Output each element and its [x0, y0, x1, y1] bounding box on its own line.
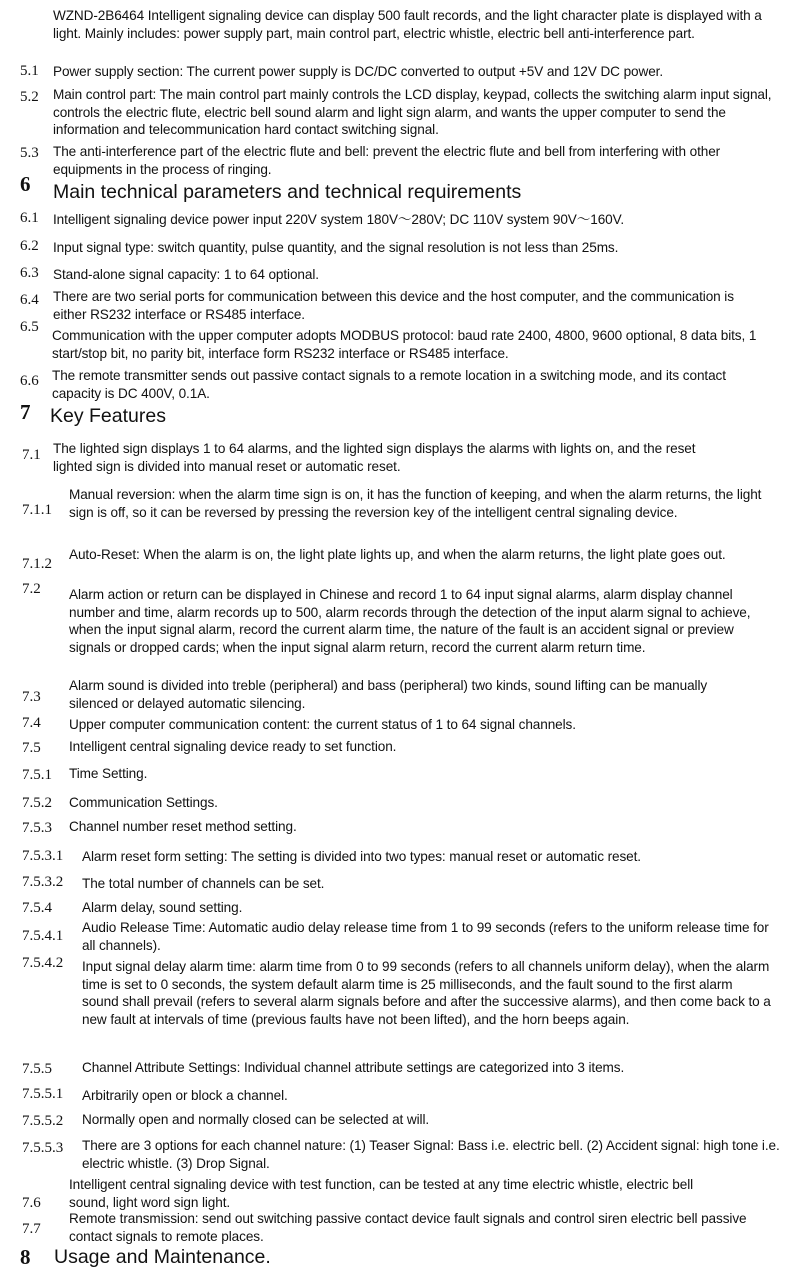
section-7-1-number: 7.1 — [22, 447, 41, 463]
section-7-5-4-text: Alarm delay, sound setting. — [82, 900, 243, 915]
section-7-6-number: 7.6 — [22, 1195, 41, 1211]
section-5-3-text: The anti-interference part of the electric flute and bell: prevent the electric flute and bell from interfering with other equipments in the process of ringing. — [53, 144, 721, 177]
section-7-5-5-1-text: Arbitrarily open or block a channel. — [82, 1088, 288, 1103]
section-6-3-number: 6.3 — [20, 265, 39, 281]
section-6-4-text: There are two serial ports for communication between this device and the host computer, and the communication is either RS232 interface or RS485 interface. — [53, 289, 734, 322]
section-7-4-text: Upper computer communication content: the current status of 1 to 64 signal channels. — [69, 717, 576, 732]
section-7-4-number: 7.4 — [22, 715, 41, 731]
section-7-5-3-text: Channel number reset method setting. — [69, 819, 297, 834]
section-6-6-text: The remote transmitter sends out passive contact signals to a remote location in a switching mode, and its contact capacity is DC 400V, 0.1A. — [52, 368, 726, 401]
section-7-5-5-2-number: 7.5.5.2 — [22, 1113, 64, 1129]
section-7-heading: Key Features — [50, 405, 166, 427]
section-7-5-5-text: Channel Attribute Settings: Individual channel attribute settings are categorized into 3 items. — [82, 1060, 625, 1075]
section-7-1-1-number: 7.1.1 — [22, 502, 52, 518]
section-7-5-2-text: Communication Settings. — [69, 795, 218, 810]
section-8-heading: Usage and Maintenance. — [54, 1246, 271, 1268]
section-7-number: 7 — [20, 400, 31, 424]
section-6-5-number: 6.5 — [20, 319, 39, 335]
section-6-2-number: 6.2 — [20, 238, 39, 254]
section-7-5-5-3-text: There are 3 options for each channel nature: (1) Teaser Signal: Bass i.e. electric bell. (2) Accident signal: high tone i.e. electric whistle. (3) Drop Signal. — [82, 1138, 780, 1171]
section-7-7-text: Remote transmission: send out switching passive contact device fault signals and control siren electric bell passive contact signals to remote places. — [69, 1211, 747, 1244]
section-7-5-3-2-number: 7.5.3.2 — [22, 874, 64, 890]
section-7-1-2-text: Auto-Reset: When the alarm is on, the light plate lights up, and when the alarm returns, the light plate goes out. — [69, 547, 726, 562]
section-7-5-2-number: 7.5.2 — [22, 795, 52, 811]
section-7-1-1-text: Manual reversion: when the alarm time sign is on, it has the function of keeping, and when the alarm returns, the light sign is off, so it can be reversed by pressing the reversion key of the intelligent central signaling device. — [69, 487, 762, 520]
section-7-5-4-1-text: Audio Release Time: Automatic audio delay release time from 1 to 99 seconds (refers to the uniform release time for all channels). — [82, 920, 769, 953]
section-7-5-3-number: 7.5.3 — [22, 820, 52, 836]
intro-paragraph: WZND-2B6464 Intelligent signaling device can display 500 fault records, and the light character plate is displayed with a light. Mainly includes: power supply part, main control part, electric whistle, electric bell anti-interference part. — [53, 8, 762, 41]
section-7-3-number: 7.3 — [22, 689, 41, 705]
section-7-5-5-1-number: 7.5.5.1 — [22, 1086, 64, 1102]
section-6-1-text: Intelligent signaling device power input 220V system 180V～280V; DC 110V system 90V～160V. — [53, 212, 625, 227]
section-7-5-4-2-text: Input signal delay alarm time: alarm time from 0 to 99 seconds (refers to all channels uniform delay), when the alarm time is set to 0 seconds, the system default alarm time is 25 milliseconds, and the fault sound to the first alarm sound shall prevail (refers to several alarm signals before and after the successive alarms), and then come back to a new fault at intervals of time (previous faults have not been lifted), and the horn beeps again. — [82, 959, 771, 1027]
section-7-2-number: 7.2 — [22, 581, 41, 597]
section-5-2-text: Main control part: The main control part mainly controls the LCD display, keypad, collects the switching alarm input signal, controls the electric flute, electric bell sound alarm and light sign alarm, and wants the upper computer to send the information and telecommunication hard contact switching signal. — [53, 87, 772, 138]
section-7-5-5-2-text: Normally open and normally closed can be selected at will. — [82, 1112, 430, 1127]
section-7-5-4-1-number: 7.5.4.1 — [22, 928, 64, 944]
section-5-1-number: 5.1 — [20, 63, 39, 79]
section-5-3-number: 5.3 — [20, 145, 39, 161]
section-6-2-text: Input signal type: switch quantity, pulse quantity, and the signal resolution is not less than 25ms. — [53, 240, 619, 255]
section-8-number: 8 — [20, 1245, 31, 1269]
section-6-heading: Main technical parameters and technical requirements — [53, 181, 522, 203]
section-6-number: 6 — [20, 172, 31, 196]
section-7-5-4-number: 7.5.4 — [22, 900, 52, 916]
section-6-5-text: Communication with the upper computer adopts MODBUS protocol: baud rate 2400, 4800, 9600 optional, 8 data bits, 1 start/stop bit, no parity bit, interface form RS232 interface or RS485 interface. — [52, 328, 757, 361]
section-7-3-text: Alarm sound is divided into treble (peripheral) and bass (peripheral) two kinds, sound lifting can be manually silenced or delayed automatic silencing. — [69, 678, 708, 711]
section-6-3-text: Stand-alone signal capacity: 1 to 64 optional. — [53, 267, 319, 282]
section-7-6-text: Intelligent central signaling device with test function, can be tested at any time electric whistle, electric bell sound, light word sign light. — [69, 1177, 694, 1210]
section-7-1-2-number: 7.1.2 — [22, 556, 52, 572]
section-7-5-4-2-number: 7.5.4.2 — [22, 955, 64, 971]
section-7-5-3-1-text: Alarm reset form setting: The setting is divided into two types: manual reset or automatic reset. — [82, 849, 641, 864]
section-7-7-number: 7.7 — [22, 1221, 41, 1237]
section-7-5-number: 7.5 — [22, 740, 41, 756]
section-7-5-1-number: 7.5.1 — [22, 767, 52, 783]
section-6-1-number: 6.1 — [20, 210, 39, 226]
section-7-5-5-number: 7.5.5 — [22, 1061, 52, 1077]
section-7-5-1-text: Time Setting. — [69, 766, 148, 781]
section-7-1-text: The lighted sign displays 1 to 64 alarms, and the lighted sign displays the alarms with lights on, and the reset lighted sign is divided into manual reset or automatic reset. — [53, 441, 696, 474]
section-7-2-text: Alarm action or return can be displayed in Chinese and record 1 to 64 input signal alarms, alarm display channel number and time, alarm records up to 500, alarm records through the detection of the input alarm signal to achieve, when the input signal alarm, record the current alarm time, the nature of the fault is an accident signal or preview signals or dropped cards; when the input signal alarm return, record the current alarm return time. — [69, 587, 751, 655]
section-7-5-3-2-text: The total number of channels can be set. — [82, 876, 325, 891]
section-7-5-5-3-number: 7.5.5.3 — [22, 1140, 64, 1156]
section-5-1-text: Power supply section: The current power supply is DC/DC converted to output +5V and 12V DC power. — [53, 64, 664, 79]
section-7-5-text: Intelligent central signaling device ready to set function. — [69, 739, 397, 754]
section-6-4-number: 6.4 — [20, 292, 39, 308]
section-7-5-3-1-number: 7.5.3.1 — [22, 848, 64, 864]
section-6-6-number: 6.6 — [20, 373, 39, 389]
section-5-2-number: 5.2 — [20, 89, 39, 105]
